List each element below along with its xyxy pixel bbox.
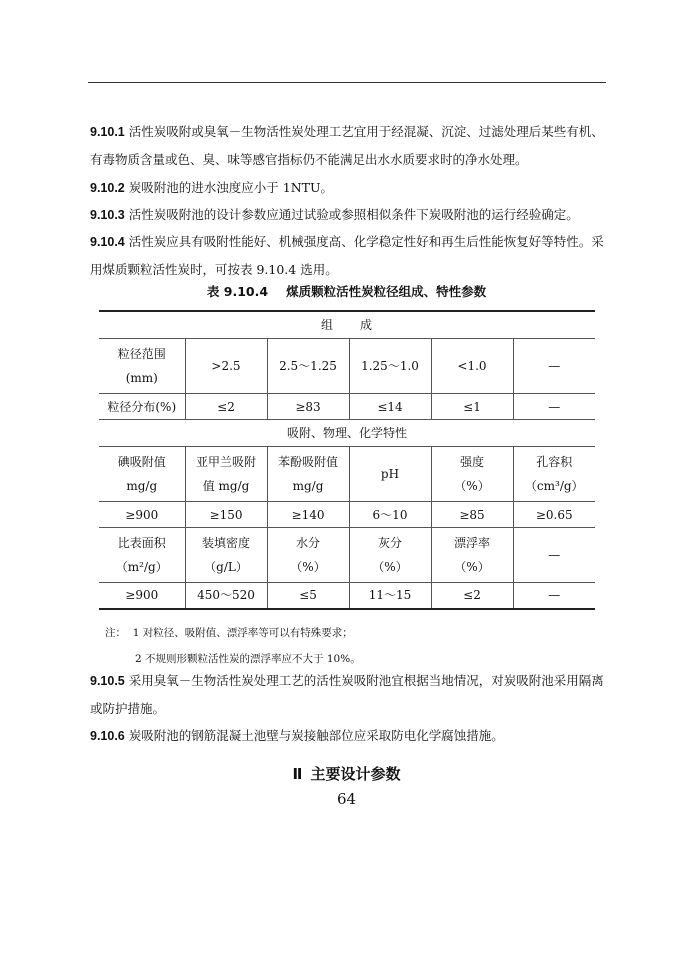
table-header-row	[99, 528, 595, 583]
column-header	[513, 528, 595, 583]
table-row	[99, 339, 595, 394]
clause-text: 活性炭吸附池的设计参数应通过试验或参照相似条件下炭吸附池的运行经验确定。	[128, 207, 579, 222]
header-name: 装填密度	[201, 536, 250, 550]
table-cell: 2.5～1.25	[267, 339, 349, 394]
table-cell: >2.5	[185, 339, 267, 394]
header-unit: （%）	[372, 560, 408, 574]
note-1	[105, 620, 361, 646]
section-heading	[0, 763, 693, 784]
clause-9-10-2	[90, 174, 610, 202]
table-cell: —	[513, 339, 595, 394]
table-cell: 6～10	[349, 502, 431, 528]
table-caption	[0, 282, 693, 300]
note-2: 2 不规则形颗粒活性炭的漂浮率应不大于 10%。	[135, 653, 361, 665]
table-row	[99, 502, 595, 528]
column-header	[185, 447, 267, 502]
header-name: 碘吸附值	[117, 455, 166, 469]
header-unit: （cm³/g）	[524, 479, 584, 493]
column-header	[99, 447, 185, 502]
table-cell: ≥140	[267, 502, 349, 528]
table-cell: ≤1	[431, 394, 513, 420]
note-prefix: 注：	[105, 627, 126, 639]
parameter-table	[99, 310, 595, 610]
clause-number: 9.10.6	[90, 729, 125, 743]
table-cell: ≤2	[431, 583, 513, 609]
note-text: 1 对粒径、吸附值、漂浮率等可以有特殊要求；	[132, 627, 353, 639]
clause-number: 9.10.4	[90, 235, 125, 249]
header-unit: （%）	[454, 479, 490, 493]
table-cell: ≥150	[185, 502, 267, 528]
clause-number: 9.10.5	[90, 674, 125, 688]
column-header	[267, 447, 349, 502]
clause-9-10-4	[90, 228, 610, 284]
header-unit: mg/g	[126, 479, 158, 493]
table-cell: <1.0	[431, 339, 513, 394]
clause-text: 炭吸附池的进水浊度应小于 1NTU。	[128, 180, 334, 195]
table-cell: 1.25～1.0	[349, 339, 431, 394]
table-row	[99, 394, 595, 420]
column-header	[431, 447, 513, 502]
header-name: 漂浮率	[453, 536, 490, 550]
table-cell: 450～520	[185, 583, 267, 609]
clause-text: 活性炭吸附或臭氧－生物活性炭处理工艺宜用于经混凝、沉淀、过滤处理后某些有机、有毒物质含量或色、臭、味等感官指标仍不能满足出水水质要求时的净水处理。	[90, 124, 604, 167]
header-name: 灰分	[377, 536, 402, 550]
clause-text: 采用臭氧－生物活性炭处理工艺的活性炭吸附池宜根据当地情况，对炭吸附池采用隔离或防护措施。	[90, 673, 604, 716]
table-section-row	[99, 420, 595, 447]
page-number: 64	[336, 790, 357, 808]
header-name: 苯酚吸附值	[277, 455, 338, 469]
clause-number: 9.10.1	[90, 125, 125, 139]
table-cell: ≥85	[431, 502, 513, 528]
table-cell: ≥900	[99, 502, 185, 528]
clause-9-10-3	[90, 201, 610, 229]
table-caption-title: 煤质颗粒活性炭粒径组成、特性参数	[286, 284, 487, 299]
header-unit: （g/L）	[204, 560, 248, 574]
section-properties: 吸附、物理、化学特性	[99, 420, 595, 447]
clause-text: 炭吸附池的钢筋混凝土池壁与炭接触部位应采取防电化学腐蚀措施。	[128, 728, 504, 743]
section-composition: 组 成	[99, 311, 595, 339]
table-section-row	[99, 311, 595, 339]
header-name: 比表面积	[117, 536, 166, 550]
header-name: 孔容积	[536, 455, 573, 469]
clause-9-10-1	[90, 118, 610, 174]
table-cell: ≤5	[267, 583, 349, 609]
table-cell: ≤2	[185, 394, 267, 420]
header-name: pH	[380, 467, 400, 481]
table-row	[99, 583, 595, 609]
row-unit: (mm)	[125, 371, 158, 385]
table-cell: ≤14	[349, 394, 431, 420]
table-cell: ≥0.65	[513, 502, 595, 528]
header-rule	[88, 82, 606, 83]
header-unit: （%）	[290, 560, 326, 574]
clause-9-10-5	[90, 667, 610, 723]
clause-9-10-6	[90, 722, 610, 750]
header-name: 强度	[459, 455, 484, 469]
section-title: 主要设计参数	[310, 765, 401, 783]
table-cell: —	[513, 394, 595, 420]
header-unit: （m²/g）	[115, 560, 168, 574]
column-header	[349, 528, 431, 583]
table-cell: ≥83	[267, 394, 349, 420]
row-label: 粒径范围	[117, 347, 166, 361]
column-header	[99, 528, 185, 583]
row-header: 粒径分布(%)	[99, 394, 185, 420]
table-cell: —	[513, 583, 595, 609]
table-caption-label: 表 9.10.4	[206, 284, 269, 299]
header-unit: mg/g	[292, 479, 324, 493]
header-name: —	[548, 548, 561, 562]
column-header	[431, 528, 513, 583]
table-cell: 11～15	[349, 583, 431, 609]
section-numeral: Ⅱ	[292, 765, 303, 783]
table-cell: ≥900	[99, 583, 185, 609]
clause-number: 9.10.2	[90, 181, 125, 195]
header-name: 亚甲兰吸附	[195, 455, 256, 469]
column-header	[267, 528, 349, 583]
clause-text: 活性炭应具有吸附性能好、机械强度高、化学稳定性好和再生后性能恢复好等特性。采用煤质颗粒活性炭时，可按表 9.10.4 选用。	[90, 234, 604, 277]
clause-number: 9.10.3	[90, 208, 125, 222]
column-header	[513, 447, 595, 502]
column-header	[349, 447, 431, 502]
row-header	[99, 339, 185, 394]
table-header-row	[99, 447, 595, 502]
header-unit: （%）	[454, 560, 490, 574]
header-name: 水分	[295, 536, 320, 550]
table-notes	[105, 620, 361, 672]
column-header	[185, 528, 267, 583]
header-unit: 值 mg/g	[202, 479, 250, 493]
